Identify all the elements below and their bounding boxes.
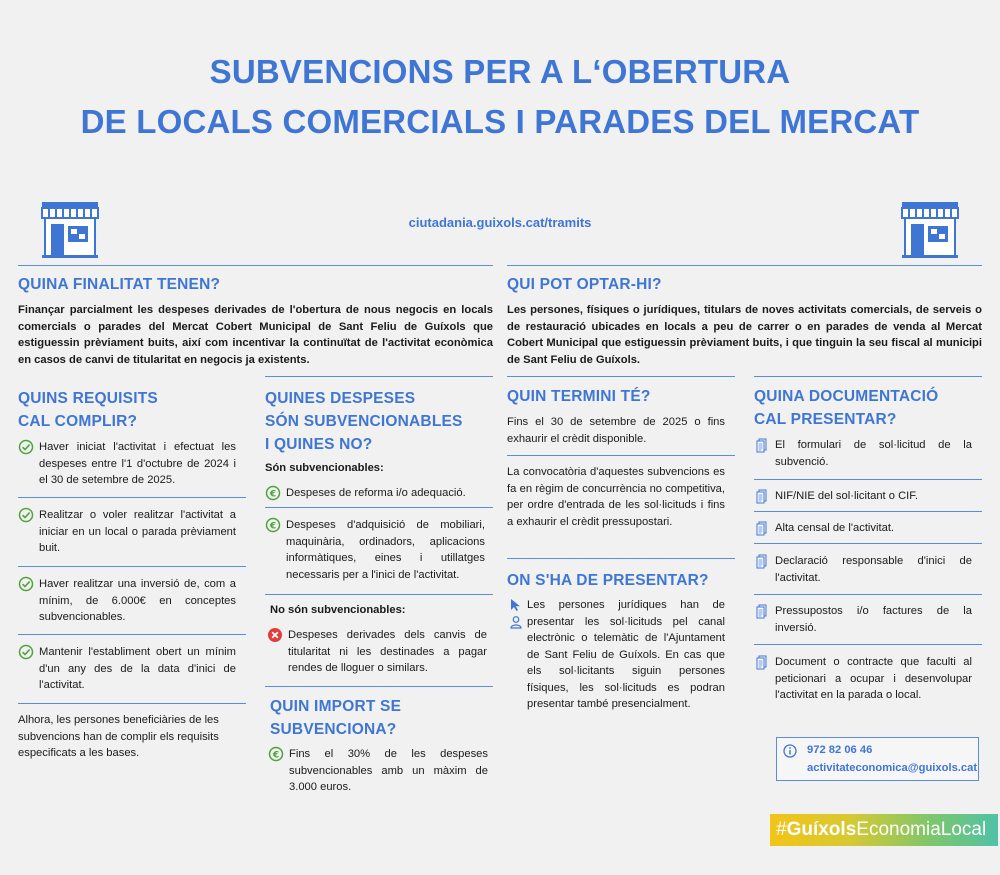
list-item: Realitzar o voler realitzar l'activitat a iniciar en un local o parada prèviament buit. <box>18 507 236 557</box>
info-icon <box>783 744 797 758</box>
contact-phone[interactable]: 972 82 06 46 <box>807 744 873 756</box>
optar-text: Les persones, físiques o jurídiques, titulars de noves activitats comercials, de serveis o de restauració ubicades en locals a peu de carrer o en parades de venda al Mercat Cobert Municipal que estiguessin prèviament buits, i que tinguin la seu fiscal al municipi de Sant Feliu de Guíxols. <box>507 304 982 366</box>
termini-text-2: La convocatòria d'aquestes subvencions es fa en règim de concurrència no competitiva, per ordre d'entrada de les sol·licituds i fins a exhaurir el crèdit pressupostari. <box>507 466 725 528</box>
divider <box>265 507 493 508</box>
divider <box>18 497 246 498</box>
list-item: Document o contracte que faculti al peticionari a ocupar i desenvolupar l'activitat en la parada o local. <box>754 654 972 704</box>
divider <box>754 511 982 512</box>
list-item: € Despeses d'adquisició de mobiliari, maquinària, ordinadors, aplicacions informàtiques, eines i utillatges necessaris per a l'inici de l'activitat. <box>265 517 485 583</box>
divider <box>265 376 493 377</box>
document-icon <box>754 437 770 453</box>
list-item: € Despeses de reforma i/o adequació. <box>265 485 485 502</box>
divider <box>507 265 982 266</box>
check-circle-icon <box>18 644 34 660</box>
termini-text-1: Fins el 30 de setembre de 2025 o fins exhaurir el crèdit disponible. <box>507 416 725 445</box>
despeses-heading: QUINES DESPESES SÓN SUBVENCIONABLES I QUINES NO? <box>265 390 463 453</box>
cursor-icon <box>509 598 523 612</box>
divider <box>754 543 982 544</box>
svg-text:€: € <box>269 489 277 500</box>
divider <box>18 634 246 635</box>
document-icon <box>754 520 770 536</box>
document-icon <box>754 603 770 619</box>
presentar-text: Les persones jurídiques han de presentar les sol·licituds pel canal electrònic o telemàtic de l'Ajuntament de Sant Feliu de Guíxols. En cas que els sol·licitants siguin persones físiques, les sol·licituds es podran presentar també presencialment. <box>527 599 725 710</box>
documentacio-heading: QUINA DOCUMENTACIÓ CAL PRESENTAR? <box>754 388 939 428</box>
despeses-yes-subtitle: Són subvencionables: <box>265 462 384 474</box>
divider <box>265 686 493 687</box>
divider <box>18 265 493 266</box>
import-heading: QUIN IMPORT SE SUBVENCIONA? <box>270 698 402 738</box>
check-circle-icon <box>18 507 34 523</box>
list-item: Declaració responsable d'inici de l'activitat. <box>754 553 972 586</box>
document-icon <box>754 654 770 670</box>
svg-text:€: € <box>269 521 277 532</box>
divider <box>754 376 982 377</box>
document-icon <box>754 488 770 504</box>
despeses-no-subtitle: No són subvencionables: <box>270 604 406 616</box>
requisits-note: Alhora, les persones beneficiàries de les subvencions han de complir els requisits especificats a les bases. <box>18 714 219 759</box>
svg-text:€: € <box>272 750 280 761</box>
person-icon <box>509 615 523 629</box>
termini-heading: QUIN TERMINI TÉ? <box>507 388 651 405</box>
contact-box <box>776 737 979 781</box>
tramits-link[interactable]: ciutadania.guixols.cat/tramits <box>408 215 592 230</box>
check-circle-icon <box>18 576 34 592</box>
euro-icon <box>265 517 281 533</box>
optar-heading: QUI POT OPTAR-HI? <box>507 276 662 293</box>
euro-icon <box>268 746 284 762</box>
presentar-heading: ON S'HA DE PRESENTAR? <box>507 572 709 589</box>
divider <box>265 594 493 595</box>
divider <box>18 703 246 704</box>
page-title-line-1: SUBVENCIONS PER A L‘OBERTURA <box>209 53 791 90</box>
list-item: Mantenir l'establiment obert un mínim d'un any des de la data d'inici de l'activitat. <box>18 644 236 694</box>
finalitat-text: Finançar parcialment les despeses derivades de l'obertura de nous negocis en locals comercials o parades del Mercat Cobert Municipal de Sant Feliu de Guíxols que estiguessin prèviament buits, així com incentivar la continuïtat de l'activitat econòmica en casos de canvi de titularitat en negocis ja existents. <box>18 304 493 366</box>
divider <box>754 479 982 480</box>
euro-icon <box>265 485 281 501</box>
list-item: El formulari de sol·licitud de la subvenció. <box>754 437 972 470</box>
list-item: NIF/NIE del sol·licitant o CIF. <box>754 488 972 505</box>
page-title-line-2: DE LOCALS COMERCIALS I PARADES DEL MERCAT <box>80 103 920 140</box>
divider <box>507 376 735 377</box>
list-item: Pressupostos i/o factures de la inversió. <box>754 603 972 636</box>
brand-logo: #GuíxolsEconomiaLocal <box>770 814 998 846</box>
close-circle-icon <box>267 627 283 643</box>
document-icon <box>754 553 770 569</box>
list-item: Haver iniciat l'activitat i efectuat les despeses entre l'1 d'octubre de 2024 i el 30 de setembre de 2025. <box>18 439 236 489</box>
contact-email[interactable]: activitateconomica@guixols.cat <box>807 762 978 774</box>
finalitat-heading: QUINA FINALITAT TENEN? <box>18 276 221 293</box>
list-item: Despeses derivades dels canvis de titularitat ni les destinades a pagar rendes de lloguer o similars. <box>267 627 487 677</box>
list-item: Haver realitzar una inversió de, com a mínim, de 6.000€ en conceptes subvencionables. <box>18 576 236 626</box>
list-item: € Fins el 30% de les despeses subvencionables amb un màxim de 3.000 euros. <box>268 746 488 796</box>
list-item: Alta censal de l'activitat. <box>754 520 972 537</box>
divider <box>754 644 982 645</box>
check-circle-icon <box>18 439 34 455</box>
divider <box>507 558 735 559</box>
divider <box>18 566 246 567</box>
divider <box>754 594 982 595</box>
requisits-heading: QUINS REQUISITS CAL COMPLIR? <box>18 390 158 430</box>
divider <box>507 455 735 456</box>
